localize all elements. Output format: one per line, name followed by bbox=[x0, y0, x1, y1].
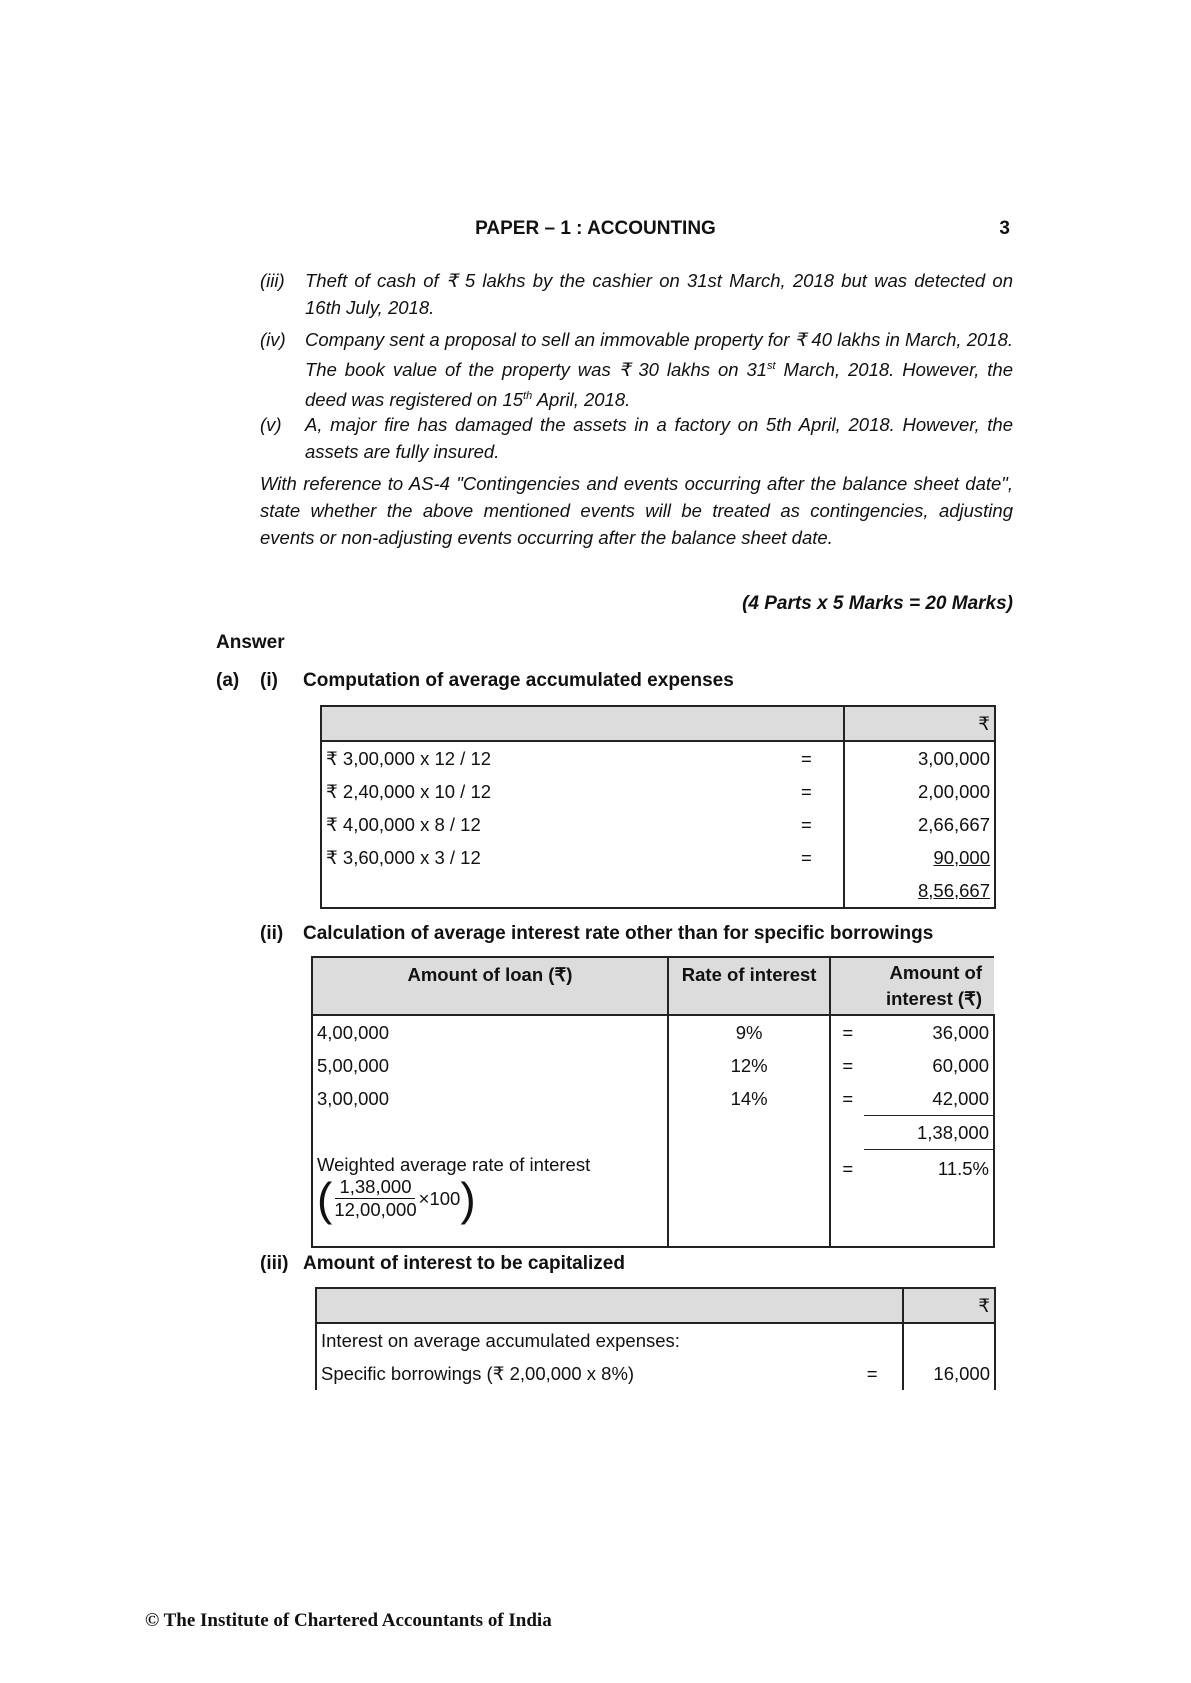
currency-header: ₹ bbox=[903, 1288, 995, 1323]
item-text: Company sent a proposal to sell an immovable property for ₹ 40 lakhs in March, 2018. The book value of the property was ₹ 30 lakhs on 31st March, 2018. However, the deed was registered on 15th April, 2018. bbox=[305, 329, 1013, 411]
instruction-paragraph bbox=[260, 470, 1013, 551]
fraction-numerator: 1,38,000 bbox=[335, 1176, 415, 1199]
answer-heading: Answer bbox=[216, 632, 285, 653]
item-number: (iv) bbox=[260, 329, 286, 350]
section-iii-number: (iii) bbox=[260, 1253, 289, 1274]
average-interest-rate-table bbox=[311, 956, 995, 1248]
question-item-iv bbox=[260, 326, 1013, 413]
page-header-title: PAPER – 1 : ACCOUNTING bbox=[475, 218, 716, 239]
table-row: ₹ 3,60,000 x 3 / 12 = 90,000 bbox=[321, 841, 995, 874]
weighted-average-row: Weighted average rate of interest ( $\frac{1,38,000}{12,00,000}$ ×100 ) = 11.5% bbox=[312, 1150, 994, 1247]
item-text: A, major fire has damaged the assets in a factory on 5th April, 2018. However, the assets are fully insured. bbox=[305, 414, 1013, 462]
total-amount: 8,56,667 bbox=[917, 879, 990, 901]
item-number: (iii) bbox=[260, 270, 285, 291]
copyright-footer: © The Institute of Chartered Accountants of India bbox=[145, 1610, 552, 1631]
weighted-average-value: 11.5% bbox=[864, 1150, 994, 1247]
section-i-title: Computation of average accumulated expenses bbox=[303, 670, 734, 691]
table-row: ₹ 2,40,000 x 10 / 12 = 2,00,000 bbox=[321, 775, 995, 808]
fraction-denominator: 12,00,000 bbox=[334, 1199, 417, 1220]
weighted-average-formula: ( $\frac{1,38,000}{12,00,000}$ ×100 ) bbox=[317, 1172, 476, 1225]
section-iii-title: Amount of interest to be capitalized bbox=[303, 1253, 625, 1274]
currency-header: ₹ bbox=[844, 706, 995, 741]
table-row: Interest on average accumulated expenses: bbox=[316, 1323, 995, 1357]
total-row bbox=[312, 1116, 994, 1150]
section-ii-number: (ii) bbox=[260, 923, 284, 944]
page-number: 3 bbox=[999, 218, 1010, 239]
interest-capitalized-table bbox=[315, 1287, 996, 1390]
question-item-iii bbox=[260, 267, 1013, 321]
fraction-multiplier: ×100 bbox=[418, 1187, 461, 1209]
item-number: (v) bbox=[260, 414, 282, 435]
table-row: 5,00,000 12% = 60,000 bbox=[312, 1049, 994, 1082]
weighted-average-label: Weighted average rate of interest bbox=[317, 1153, 591, 1175]
item-text: Theft of cash of ₹ 5 lakhs by the cashier on 31st March, 2018 but was detected on 16th July, 2018. bbox=[305, 270, 1013, 318]
total-interest: 1,38,000 bbox=[864, 1116, 994, 1150]
section-i-number: (i) bbox=[260, 670, 278, 691]
instruction-text: With reference to AS-4 "Contingencies and events occurring after the balance sheet date", state whether the above mentioned events will be treated as contingencies, adjusting events or non-adjusting events occurring after the balance sheet date. bbox=[260, 473, 1013, 548]
header-amount-of-interest: Amount of interest (₹) bbox=[830, 957, 994, 1015]
header-rate-of-interest: Rate of interest bbox=[668, 957, 830, 1015]
table-row: 3,00,000 14% = 42,000 bbox=[312, 1082, 994, 1116]
table-row: ₹ 3,00,000 x 12 / 12 = 3,00,000 bbox=[321, 741, 995, 775]
header-amount-of-loan: Amount of loan (₹) bbox=[312, 957, 668, 1015]
total-row bbox=[321, 874, 995, 908]
part-a-label: (a) bbox=[216, 670, 240, 691]
average-accumulated-expenses-table bbox=[320, 705, 996, 909]
table-row: 4,00,000 9% = 36,000 bbox=[312, 1015, 994, 1049]
question-item-v bbox=[260, 411, 1013, 465]
marks-note: (4 Parts x 5 Marks = 20 Marks) bbox=[742, 593, 1013, 614]
section-ii-title: Calculation of average interest rate other than for specific borrowings bbox=[303, 923, 934, 944]
table-row: Specific borrowings (₹ 2,00,000 x 8%) = 16,000 bbox=[316, 1357, 995, 1390]
table-row: ₹ 4,00,000 x 8 / 12 = 2,66,667 bbox=[321, 808, 995, 841]
